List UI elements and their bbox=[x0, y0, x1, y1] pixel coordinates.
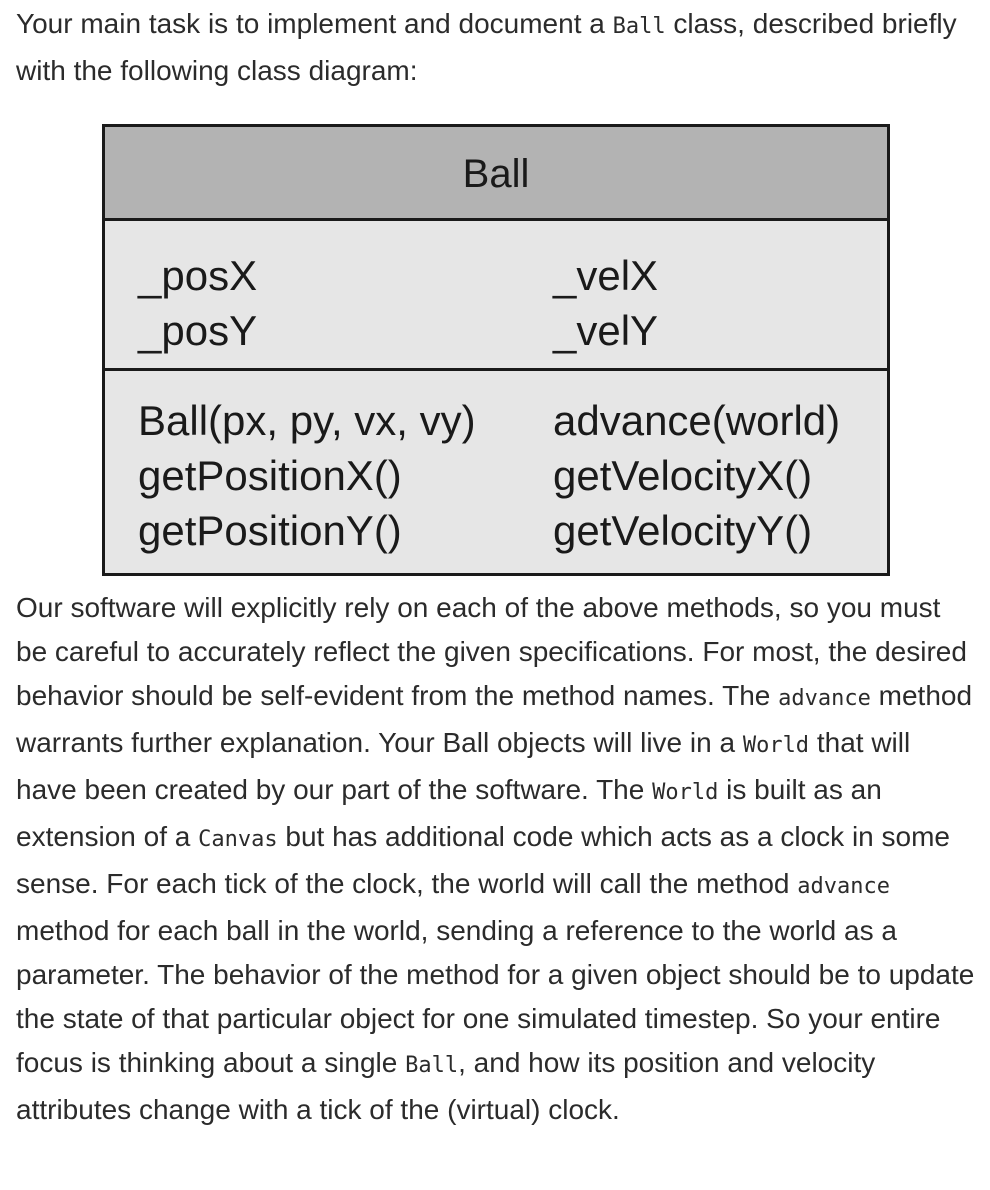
methods-section bbox=[105, 371, 887, 573]
explanation-text-1: Our software will explicitly rely on each of the above methods, so you must be careful to accurately reflect the given specifications. For most, the desired behavior should be self-evident from the method names. The bbox=[16, 592, 967, 711]
explanation-text-5: but has additional code which acts as a clock in some sense. For each tick of the clock, the world will call the method bbox=[16, 821, 950, 899]
method-get-position-x: getPositionX() bbox=[138, 452, 402, 499]
attribute-vel-y: _velY bbox=[553, 307, 659, 354]
inline-code-advance-2: advance bbox=[797, 874, 890, 899]
attribute-vel-x: _velX bbox=[553, 252, 659, 299]
attribute-pos-x: _posX bbox=[138, 252, 258, 299]
ball-class-diagram bbox=[102, 124, 890, 576]
method-get-position-y: getPositionY() bbox=[138, 507, 402, 554]
method-constructor: Ball(px, py, vx, vy) bbox=[138, 397, 476, 444]
inline-code-world-2: World bbox=[652, 780, 719, 805]
method-get-velocity-y: getVelocityY() bbox=[553, 507, 813, 554]
explanation-text-7: , and how its position and velocity attributes change with a tick of the (virtual) clock. bbox=[16, 1047, 876, 1125]
intro-text-after: class, described briefly with the following class diagram: bbox=[16, 8, 957, 86]
explanation-text-4: is built as an extension of a bbox=[16, 774, 882, 852]
inline-code-ball: Ball bbox=[612, 14, 666, 39]
explanation-text-6: method for each ball in the world, sending a reference to the world as a parameter. The behavior of the method for a given object should be to update the state of that particular object for one simulated timestep. So your entire focus is thinking about a single bbox=[16, 915, 975, 1078]
method-advance: advance(world) bbox=[553, 397, 841, 444]
methods-left-column bbox=[138, 393, 476, 558]
inline-code-world: World bbox=[742, 733, 810, 758]
attributes-right-column bbox=[553, 248, 658, 358]
explanation-text-3: that will have been created by our part of the software. The bbox=[16, 727, 911, 805]
attributes-left-column bbox=[138, 248, 257, 358]
methods-right-column bbox=[553, 393, 840, 558]
attributes-section bbox=[105, 221, 887, 371]
explanation-paragraph bbox=[16, 586, 976, 1132]
inline-code-advance: advance bbox=[778, 686, 871, 711]
class-name-header: Ball bbox=[105, 127, 887, 221]
inline-code-ball-2: Ball bbox=[405, 1053, 459, 1078]
explanation-text-2: method warrants further explanation. Your Ball objects will live in a bbox=[16, 680, 973, 758]
intro-paragraph bbox=[16, 2, 976, 93]
method-get-velocity-x: getVelocityX() bbox=[553, 452, 813, 499]
attribute-pos-y: _posY bbox=[138, 307, 258, 354]
inline-code-canvas: Canvas bbox=[198, 827, 278, 852]
intro-text-before: Your main task is to implement and document a bbox=[16, 8, 613, 39]
